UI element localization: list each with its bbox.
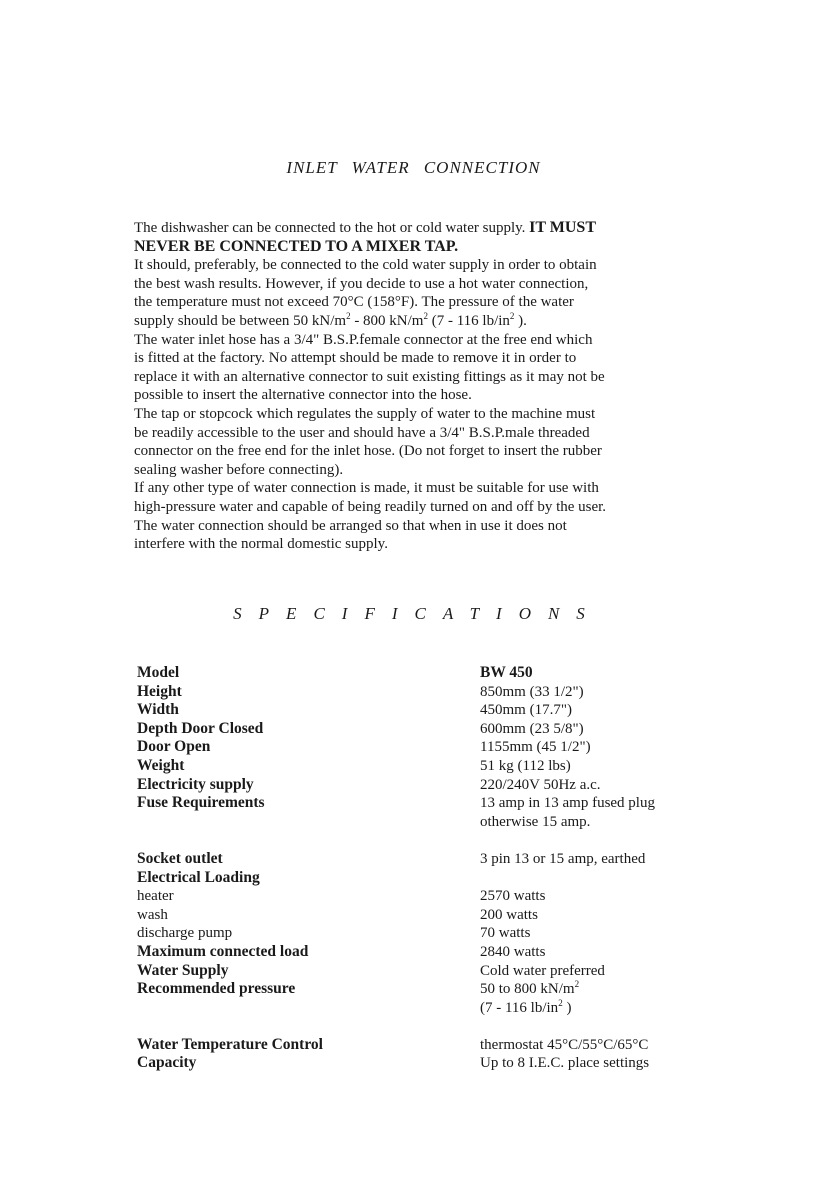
spec-value-text: Up to 8 I.E.C. place settings xyxy=(480,1055,650,1072)
spec-value-text: (7 - 116 lb/in xyxy=(480,999,559,1016)
body-text: supply should be between 50 kN/m xyxy=(134,312,347,329)
spec-row xyxy=(0,738,827,757)
spec-value xyxy=(480,850,645,869)
spec-label: discharge pump xyxy=(137,925,233,942)
body-text: - 800 kN/m xyxy=(350,312,424,329)
spec-value-text: 70 watts xyxy=(480,925,531,942)
spec-value-text: 2840 watts xyxy=(480,943,546,960)
spec-value-text: 51 kg (112 lbs) xyxy=(480,757,571,774)
body-line xyxy=(134,331,714,350)
body-line xyxy=(134,479,714,498)
spec-label: Electricity supply xyxy=(137,775,254,793)
spec-row xyxy=(0,1054,827,1073)
spec-label: Water Supply xyxy=(137,961,229,979)
spec-value xyxy=(480,1054,649,1073)
body-line xyxy=(134,517,714,536)
spec-label: Door Open xyxy=(137,738,211,756)
spec-label: Water Temperature Control xyxy=(137,1035,323,1053)
superscript: 2 xyxy=(423,310,428,321)
body-text: is fitted at the factory. No attempt should be made to remove it in order to xyxy=(134,350,577,367)
body-text: It should, preferably, be connected to the cold water supply in order to obtain xyxy=(134,257,597,274)
spec-value-text: 600mm (23 5/8") xyxy=(480,720,584,737)
body-text: connector on the free end for the inlet hose. (Do not forget to insert the rubber xyxy=(134,443,602,460)
body-line xyxy=(134,238,714,257)
spec-row xyxy=(0,1036,827,1055)
spec-row xyxy=(0,850,827,869)
body-line xyxy=(134,349,714,368)
body-line xyxy=(134,219,714,238)
body-text: replace it with an alternative connector to suit existing fittings as it may not be xyxy=(134,368,605,385)
spec-value xyxy=(480,794,655,813)
spec-value xyxy=(480,980,579,999)
body-text: (7 - 116 lb/in xyxy=(427,312,510,329)
spec-value xyxy=(480,683,584,702)
spec-label: Depth Door Closed xyxy=(137,719,264,737)
spec-row xyxy=(0,776,827,795)
spec-value-text: 3 pin 13 or 15 amp, earthed xyxy=(480,850,646,867)
specifications-table xyxy=(0,664,827,1073)
body-text: The tap or stopcock which regulates the supply of water to the machine must xyxy=(134,405,596,422)
spec-label: Fuse Requirements xyxy=(137,794,265,812)
spec-row xyxy=(0,962,827,981)
spec-row xyxy=(0,887,827,906)
spec-label: wash xyxy=(137,906,168,923)
spec-label: Capacity xyxy=(137,1054,197,1072)
spec-value xyxy=(480,757,571,776)
spec-label: Model xyxy=(137,664,180,681)
spec-value-text: 50 to 800 kN/m xyxy=(480,981,575,998)
body-text: be readily accessible to the user and should have a 3/4" B.S.P.male threaded xyxy=(134,424,590,441)
warning-text: NEVER BE CONNECTED TO A MIXER TAP. xyxy=(134,237,459,255)
spec-value xyxy=(480,664,533,683)
spec-value-text: 1155mm (45 1/2") xyxy=(480,739,591,756)
spec-row xyxy=(0,701,827,720)
body-text: If any other type of water connection is made, it must be suitable for use with xyxy=(134,480,599,497)
spec-label: Electrical Loading xyxy=(137,868,260,886)
body-line xyxy=(134,386,714,405)
spec-row xyxy=(0,943,827,962)
body-line xyxy=(134,424,714,443)
body-text: possible to insert the alternative connector into the hose. xyxy=(134,387,472,404)
spec-label: Width xyxy=(137,701,179,719)
superscript: 2 xyxy=(558,997,563,1008)
spec-value-text: 450mm (17.7") xyxy=(480,702,572,719)
spec-row xyxy=(0,720,827,739)
spec-value xyxy=(480,738,591,757)
spec-label: Height xyxy=(137,682,182,700)
spec-label: heater xyxy=(137,888,174,905)
superscript: 2 xyxy=(574,979,580,990)
spec-value-text: 220/240V 50Hz a.c. xyxy=(480,776,601,793)
body-line xyxy=(134,256,714,275)
body-text: The water inlet hose has a 3/4" B.S.P.female connector at the free end which xyxy=(134,331,593,348)
body-text: high-pressure water and capable of being readily turned on and off by the user. xyxy=(134,498,607,515)
spec-label: Socket outlet xyxy=(137,849,223,867)
spec-row xyxy=(0,924,827,943)
spec-row xyxy=(0,813,827,832)
spec-value xyxy=(480,962,605,981)
spec-value-text: Cold water preferred xyxy=(480,962,605,979)
spec-value xyxy=(480,776,601,795)
body-line xyxy=(134,535,714,554)
body-text: the temperature must not exceed 70°C (158°F). The pressure of the water xyxy=(134,294,574,311)
body-line xyxy=(134,275,714,294)
spec-value xyxy=(480,813,590,832)
body-line xyxy=(134,461,714,480)
spec-value xyxy=(480,943,545,962)
body-line xyxy=(134,405,714,424)
body-text: ). xyxy=(514,312,527,329)
warning-text: IT MUST xyxy=(529,219,596,236)
spec-row xyxy=(0,980,827,999)
spec-value xyxy=(480,720,584,739)
body-line xyxy=(134,498,714,517)
spec-row xyxy=(0,999,827,1018)
spec-value xyxy=(480,999,571,1018)
spec-value-text: BW 450 xyxy=(480,664,533,681)
spec-label: Maximum connected load xyxy=(137,942,309,960)
body-line xyxy=(134,442,714,461)
spec-value-text: 13 amp in 13 amp fused plug xyxy=(480,795,655,812)
spec-value-text: ) xyxy=(562,999,572,1016)
body-line xyxy=(134,312,714,331)
spec-value xyxy=(480,701,572,720)
spec-row xyxy=(0,906,827,925)
body-text: interfere with the normal domestic supply. xyxy=(134,536,388,553)
spec-row xyxy=(0,683,827,702)
superscript: 2 xyxy=(346,310,351,321)
spec-value-text: 2570 watts xyxy=(480,888,546,905)
spec-row xyxy=(0,794,827,813)
spec-value xyxy=(480,906,538,925)
spec-value-text: thermostat 45°C/55°C/65°C xyxy=(480,1036,649,1053)
body-text: sealing washer before connecting). xyxy=(134,461,344,478)
spec-label: Weight xyxy=(137,756,185,774)
spec-value xyxy=(480,887,545,906)
body-line xyxy=(134,368,714,387)
spec-row xyxy=(0,757,827,776)
superscript: 2 xyxy=(509,310,515,321)
inlet-instructions xyxy=(134,219,714,554)
spec-value xyxy=(480,924,530,943)
spec-spacer xyxy=(0,831,827,850)
spec-label: Recommended pressure xyxy=(137,980,296,998)
body-line xyxy=(134,293,714,312)
spec-value xyxy=(480,1036,648,1055)
spec-row xyxy=(0,869,827,888)
body-text: the best wash results. However, if you decide to use a hot water connection, xyxy=(134,275,589,292)
body-text: The dishwasher can be connected to the hot or cold water supply. xyxy=(134,220,530,236)
spec-spacer xyxy=(0,1017,827,1036)
specifications-heading: SPECIFICATIONS xyxy=(233,604,602,623)
spec-value-text: 850mm (33 1/2") xyxy=(480,683,584,700)
inlet-water-connection-heading: INLET WATER CONNECTION xyxy=(286,158,541,177)
spec-value-text: otherwise 15 amp. xyxy=(480,813,591,830)
body-text: The water connection should be arranged so that when in use it does not xyxy=(134,517,567,534)
spec-row xyxy=(0,664,827,683)
spec-value-text: 200 watts xyxy=(480,906,538,923)
